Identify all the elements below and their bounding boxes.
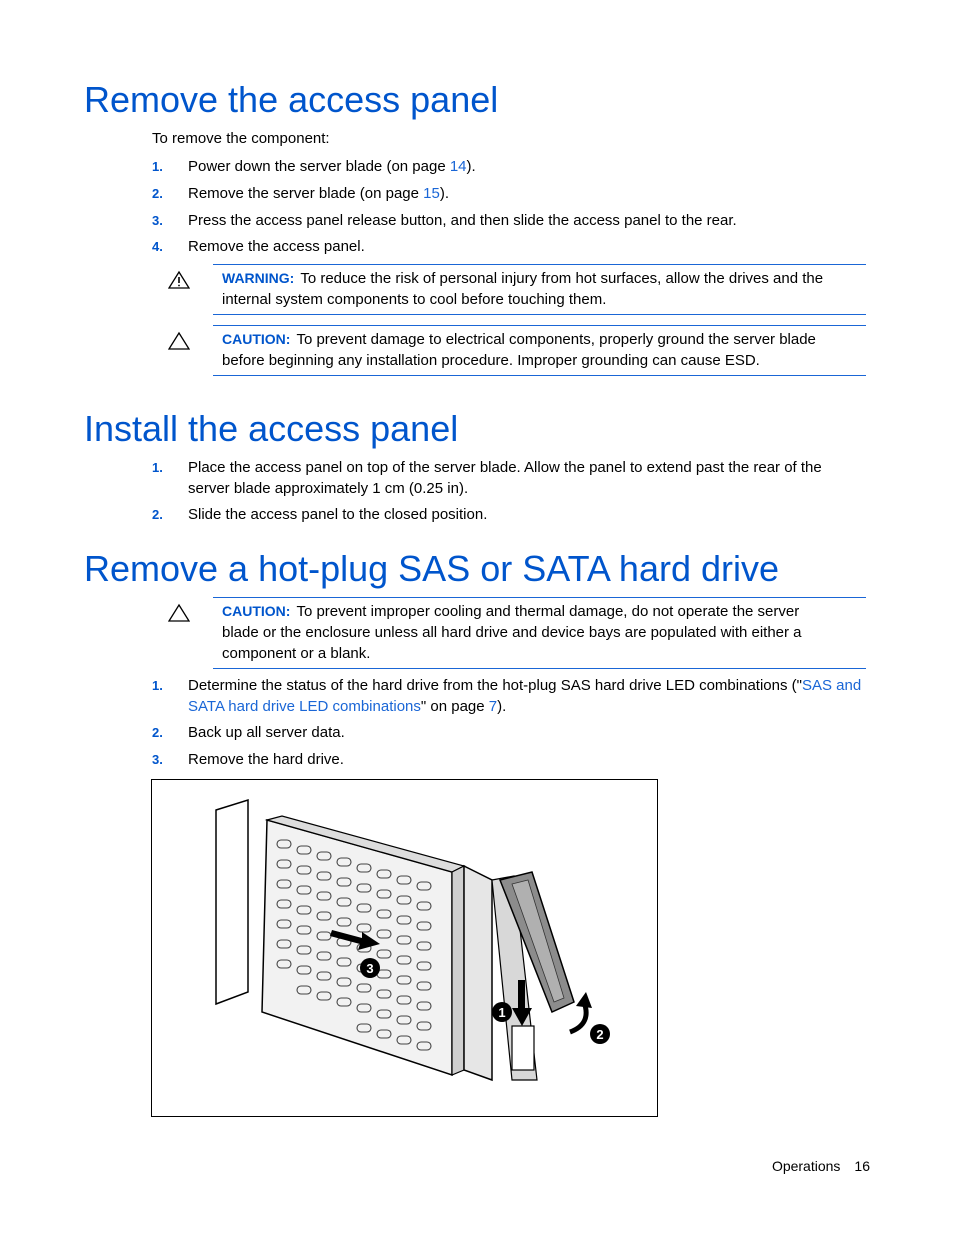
caution-icon [168,603,190,623]
step-number: 2. [152,507,163,522]
step-text: Remove the hard drive. [188,751,344,768]
step-text: Place the access panel on top of the server blade. Allow the panel to extend past the rear of the server blade approximately 1 cm (0.25 in). [188,459,822,497]
page-link[interactable]: 7 [488,698,498,715]
step-number: 4. [152,239,163,254]
step-text: Remove the access panel. [188,238,365,255]
callout-1 [492,1002,512,1022]
step-number: 1. [152,159,163,174]
page-link[interactable]: 15 [423,185,440,202]
step-text: Back up all server data. [188,724,345,741]
section-title-remove-hard-drive: Remove a hot-plug SAS or SATA hard drive [84,548,780,589]
caution-text: To prevent improper cooling and thermal damage, do not operate the server blade or the enclosure unless all hard drive and device bays are populated with either a component or a blank. [222,603,802,662]
caution-text: To prevent damage to electrical components, properly ground the server blade before beginning any installation procedure. Improper grounding can cause ESD. [222,331,816,369]
page-number: 16 [854,1158,870,1174]
step-number: 1. [152,460,163,475]
svg-text:1: 1 [498,1005,506,1020]
intro-text: To remove the component: [152,130,330,147]
callout-3 [360,958,380,978]
caution-label: CAUTION: [222,331,291,347]
warning-icon [168,270,190,290]
step-number: 2. [152,725,163,740]
step-number: 1. [152,678,163,693]
footer-section: Operations [771,1158,841,1174]
hard-drive-removal-figure [151,779,658,1117]
caution-notice [213,597,866,669]
svg-text:3: 3 [366,961,374,976]
caution-notice [213,325,866,376]
warning-text: To reduce the risk of personal injury from hot surfaces, allow the drives and the internal system components to cool before touching them. [222,270,824,308]
step-number: 3. [152,752,163,767]
cross-reference-link[interactable]: SAS and SATA hard drive LED combinations [188,677,862,715]
page-footer [758,1158,870,1174]
caution-label: CAUTION: [222,603,291,619]
step-number: 2. [152,186,163,201]
step-number: 3. [152,213,163,228]
section-title-install-access-panel: Install the access panel [84,408,459,449]
step-text: Slide the access panel to the closed position. [188,506,488,523]
step-text: Press the access panel release button, and then slide the access panel to the rear. [188,212,737,229]
section-title-remove-access-panel: Remove the access panel [84,79,499,120]
callout-2 [590,1024,610,1044]
hard-drive-illustration [152,780,657,1116]
page-link[interactable]: 14 [449,158,467,175]
svg-text:2: 2 [596,1027,604,1042]
warning-notice [213,264,866,315]
caution-icon [168,331,190,351]
warning-label: WARNING: [222,270,295,286]
